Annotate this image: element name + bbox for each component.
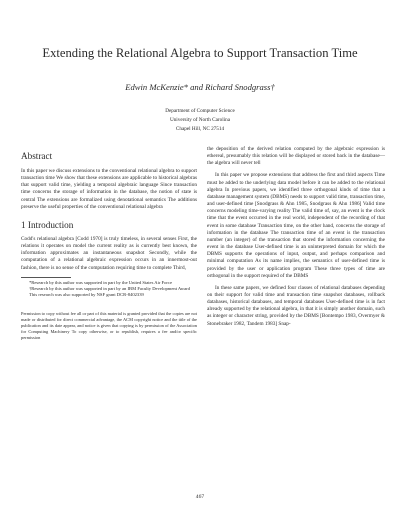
copyright-permission: Permission to copy without fee all or part of this material is granted provided that the copies are not made or distributed for direct commercial advantage, the ACM copyright notice and the title of the publication and its date appear, and notice is given that copying is by permission of the Association for Computing Machinery To copy otherwise, or to republish, requires a fee and/or specific permission [21,310,197,340]
introduction-heading: 1 Introduction [21,219,74,230]
abstract-heading: Abstract [21,151,53,161]
footnote-1: *Research by this author was supported in part by the United States Air Force [29,279,173,285]
introduction-text: Codd's relational algebra [Codd 1970] is truly timeless, in several senses First, the relations it operates on model the current reality as is currently best known, the information approximates an instantaneous snapshot Secondly, while the computation of a relational algebraic expression occurs in an innermost-out fashion, there is no sense of the computation requiring time to complete Third, [21,235,197,271]
right-paragraph-2: In this paper we propose extensions that address the first and third aspects Time must be added to the underlying data model before it can be added to the relational algebra In previous papers, we identified three orthogonal kinds of time that a database management system (DBMS) needs to support valid time, transaction time, and user-defined time [Snodgrass & Ahn 1985, Snodgrass & Ahn 1986] Valid time concerns modeling time-varying reality The valid time of, say, an event is the clock time that the event occurred in the real world, independent of the recording of that event in some database Transaction time, on the other hand, concerns the storage of information in the database The transaction time of an event is the transaction number (an integer) of the transaction that stored the information concerning the event in the database User-defined time is an uninterpreted domain for which the DBMS supports the operations of input, output, and perhaps comparison and minimal computation As its name implies, the semantics of user-defined time is provided by the user or application program These three types of time are orthogonal in the support required of the DBMS [207,172,385,279]
paper-title: Extending the Relational Algebra to Support Transaction Time [42,46,358,60]
paper-authors: Edwin McKenzie* and Richard Snodgrass† [125,82,275,92]
footnote-3: This research was also supported by NSF grant DCR-8402339 [29,292,144,298]
footnote-2: †Research by this author was supported in part by an IBM Faculty Development Award [29,286,190,292]
abstract-text: In this paper we discuss extensions to the conventional relational algebra to support transaction time We show that these extensions are applicable to historical algebras that support valid time, yielding a temporal algebraic language Since transaction time concerns the storage of information in the database, the notion of state is central The extensions are formalized using denotational semantics The additions preserve the useful properties of the conventional relational algebra [21,168,197,210]
left-column [21,150,197,341]
affiliation-department: Department of Computer Science [165,108,235,114]
right-column [207,146,385,328]
affiliation-university: University of North Carolina [169,117,231,123]
right-paragraph-1: the deposition of the derived relation computed by the algebraic expression is ethereal, presumably this relation will be displayed or stored back in the database—the algebra will never tell [207,146,385,167]
right-paragraph-3: In these same papers, we defined four classes of relational databases depending on their support for valid time and transaction time snapshot databases, rollback databases, historical databases, and temporal databases User-defined time is in fact already supported by the relational algebra, in that it is simply another domain, such as integer or character string, provided by the DBMS [Bontempo 1983, Overmyer & Stonebraker 1982, Tandem 1983] Snap- [207,284,385,327]
affiliation [60,107,340,134]
affiliation-city: Chapel Hill, NC 27514 [175,126,225,132]
page-number: 467 [195,494,205,500]
footnote-rule [21,277,71,278]
